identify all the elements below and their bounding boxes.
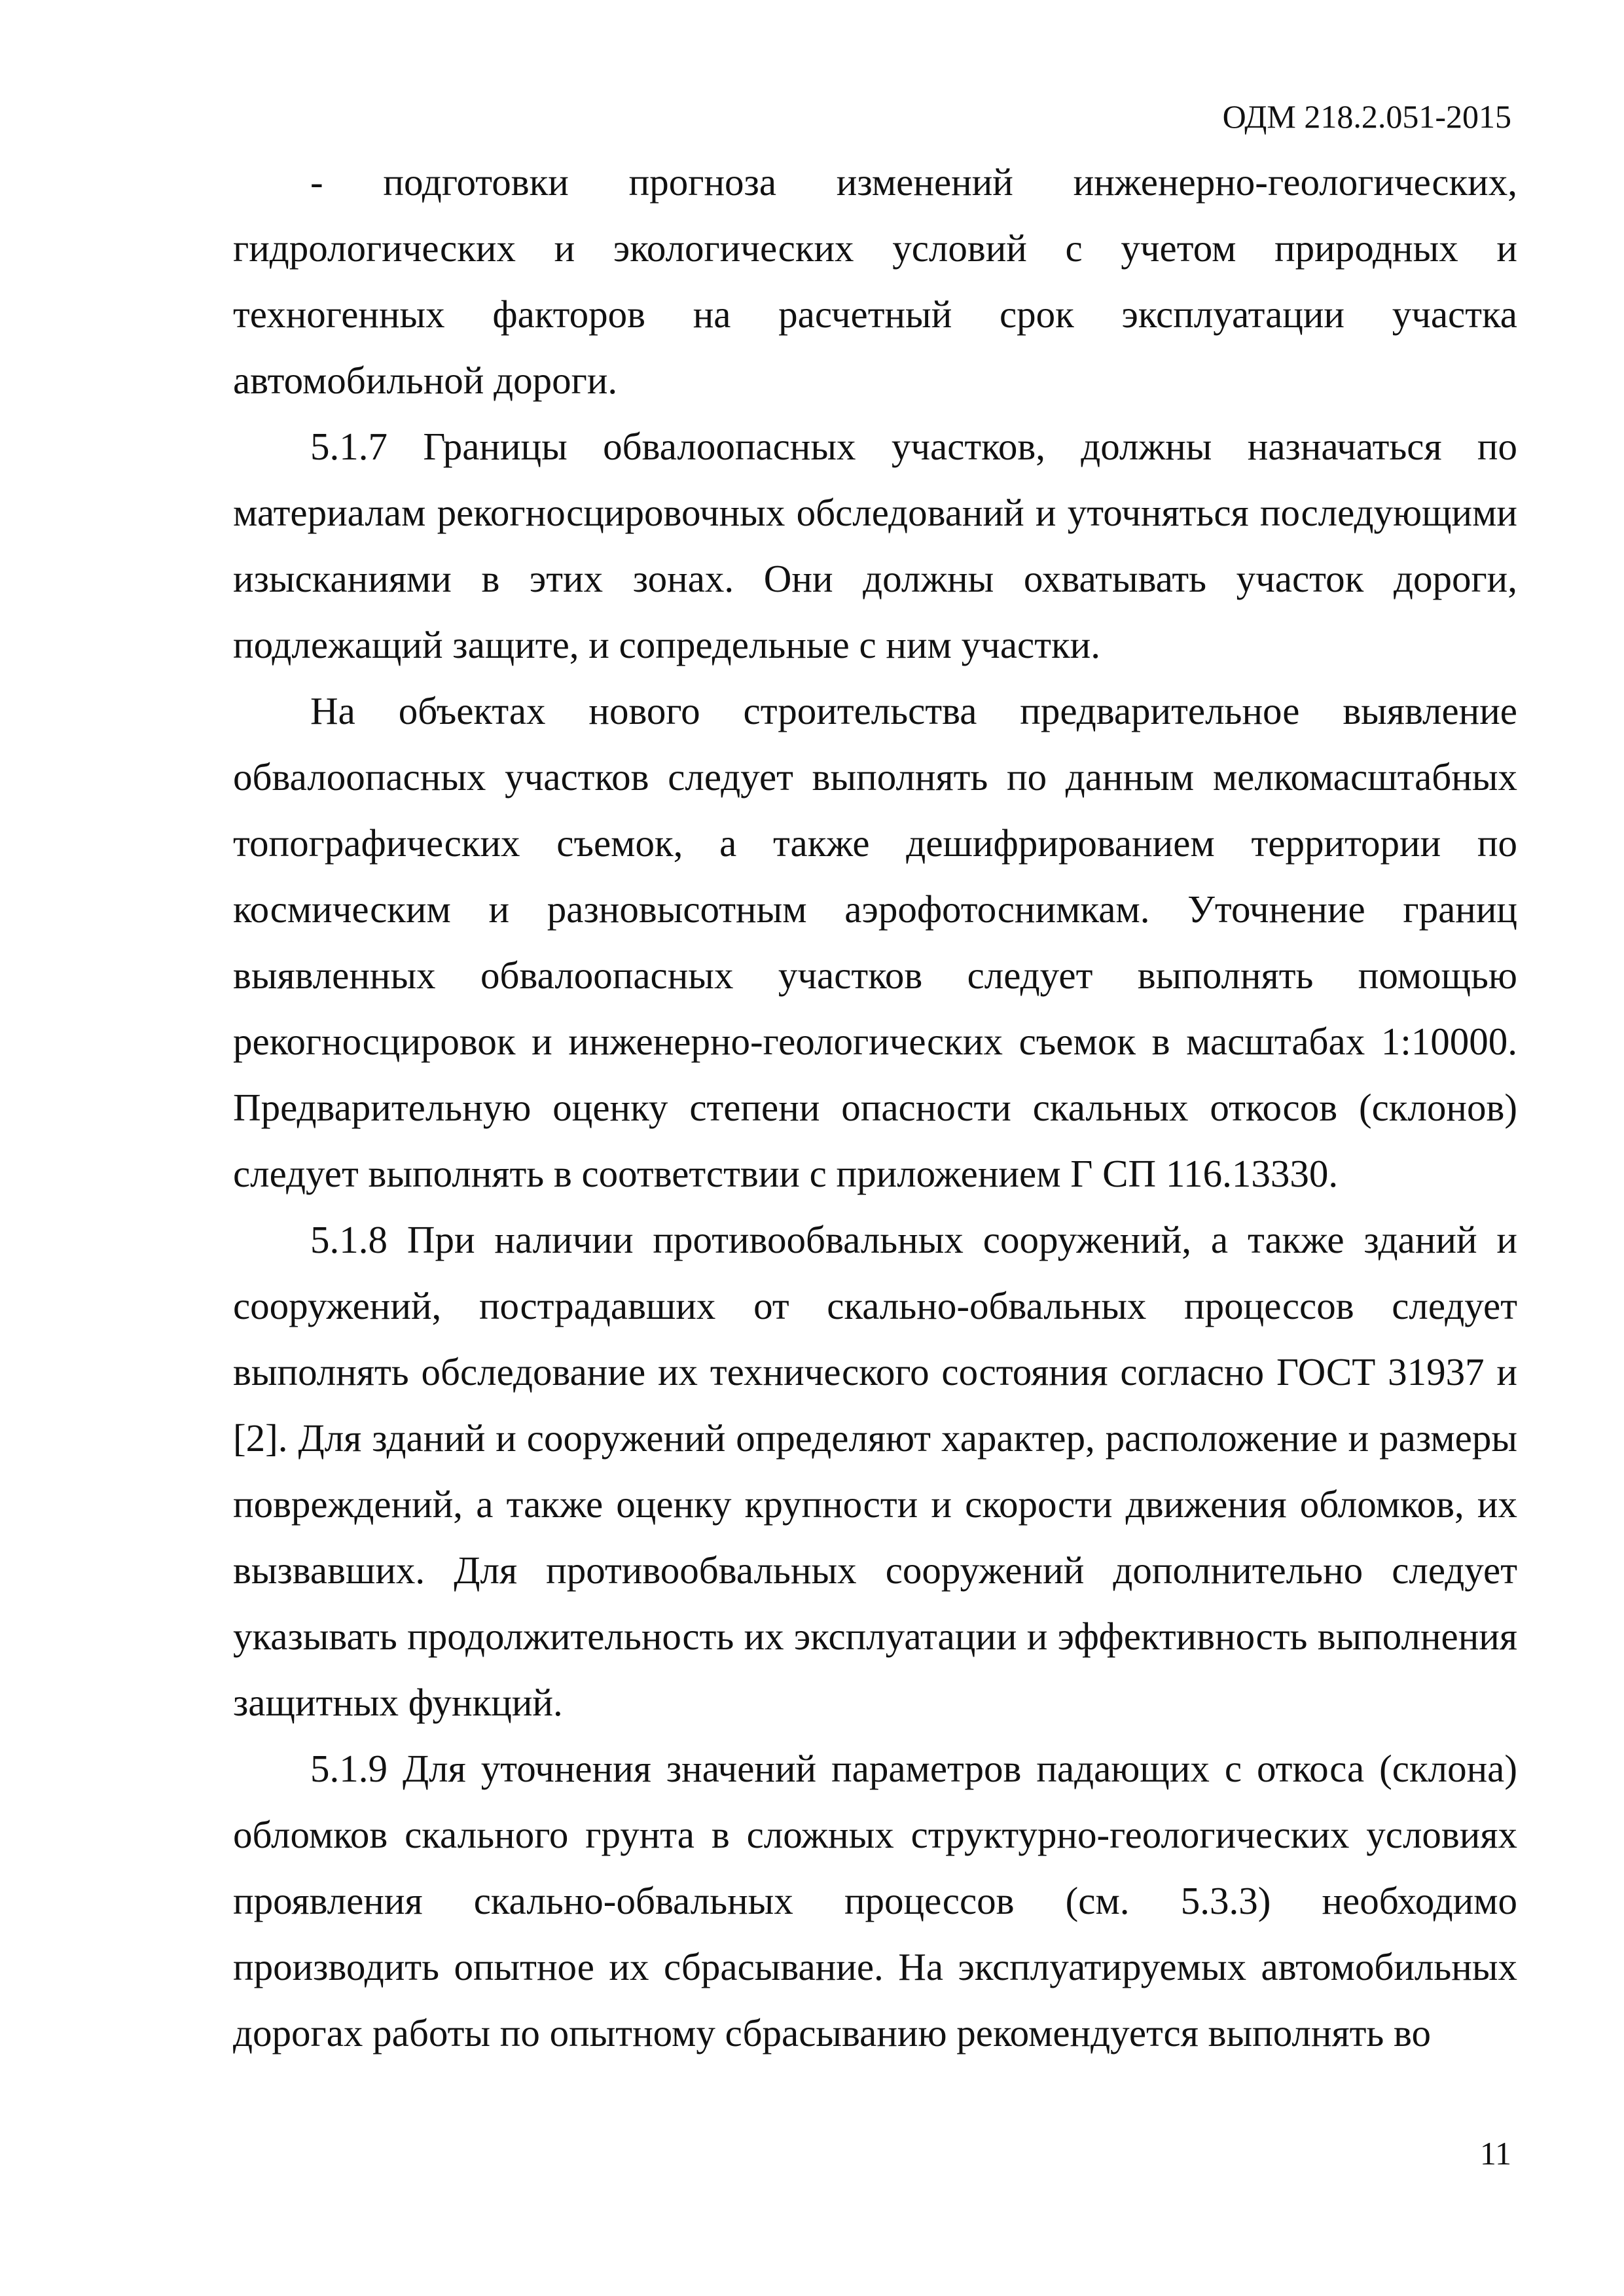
paragraph-5-1-9: 5.1.9 Для уточнения значений параметров падающих с откоса (склона) обломков скального грунта в сложных структурно-геологических условиях проявления скально-обвальных процессов (см. 5.3.3) необходимо производить опытное их сбрасывание. На эксплуатируемых автомобильных дорогах работы по опытному сбрасыванию рекомендуется выполнять во [233,1747,1517,2054]
paragraph-5-1-7: 5.1.7 Границы обвалоопасных участков, должны назначаться по материалам рекогносцировочных обследований и уточняться последующими изысканиями в этих зонах. Они должны охватывать участок дороги, подлежащий защите, и сопредельные с ним участки. [233,425,1517,666]
paragraph-5-1-8: 5.1.8 При наличии противообвальных сооружений, а также зданий и сооружений, пострадавших от скально-обвальных процессов следует выполнять обследование их технического состояния согласно ГОСТ 31937 и [2]. Для зданий и сооружений определяют характер, расположение и размеры повреждений, а также оценку крупности и скорости движения обломков, их вызвавших. Для противообвальных сооружений дополнительно следует указывать продолжительность их эксплуатации и эффективность выполнения защитных функций. [233,1218,1517,1724]
document-code: ОДМ 218.2.051-2015 [1222,98,1511,135]
paragraph-list-item-forecast: - подготовки прогноза изменений инженерно-геологических, гидрологических и экологических условий с учетом природных и техногенных факторов на расчетный срок эксплуатации участка автомобильной дороги. [233,160,1517,402]
paragraph-new-construction: На объектах нового строительства предварительное выявление обвалоопасных участков следует выполнять по данным мелкомасштабных топографических съемок, а также дешифрированием территории по космическим и разновысотным аэрофотоснимкам. Уточнение границ выявленных обвалоопасных участков следует выполнять помощью рекогносцировок и инженерно-геологических съемок в масштабах 1:10000. Предварительную оценку степени опасности скальных откосов (склонов) следует выполнять в соответствии с приложением Г СП 116.13330. [233,689,1517,1195]
page-text [233,149,1517,2066]
page-number: 11 [1479,2135,1511,2172]
